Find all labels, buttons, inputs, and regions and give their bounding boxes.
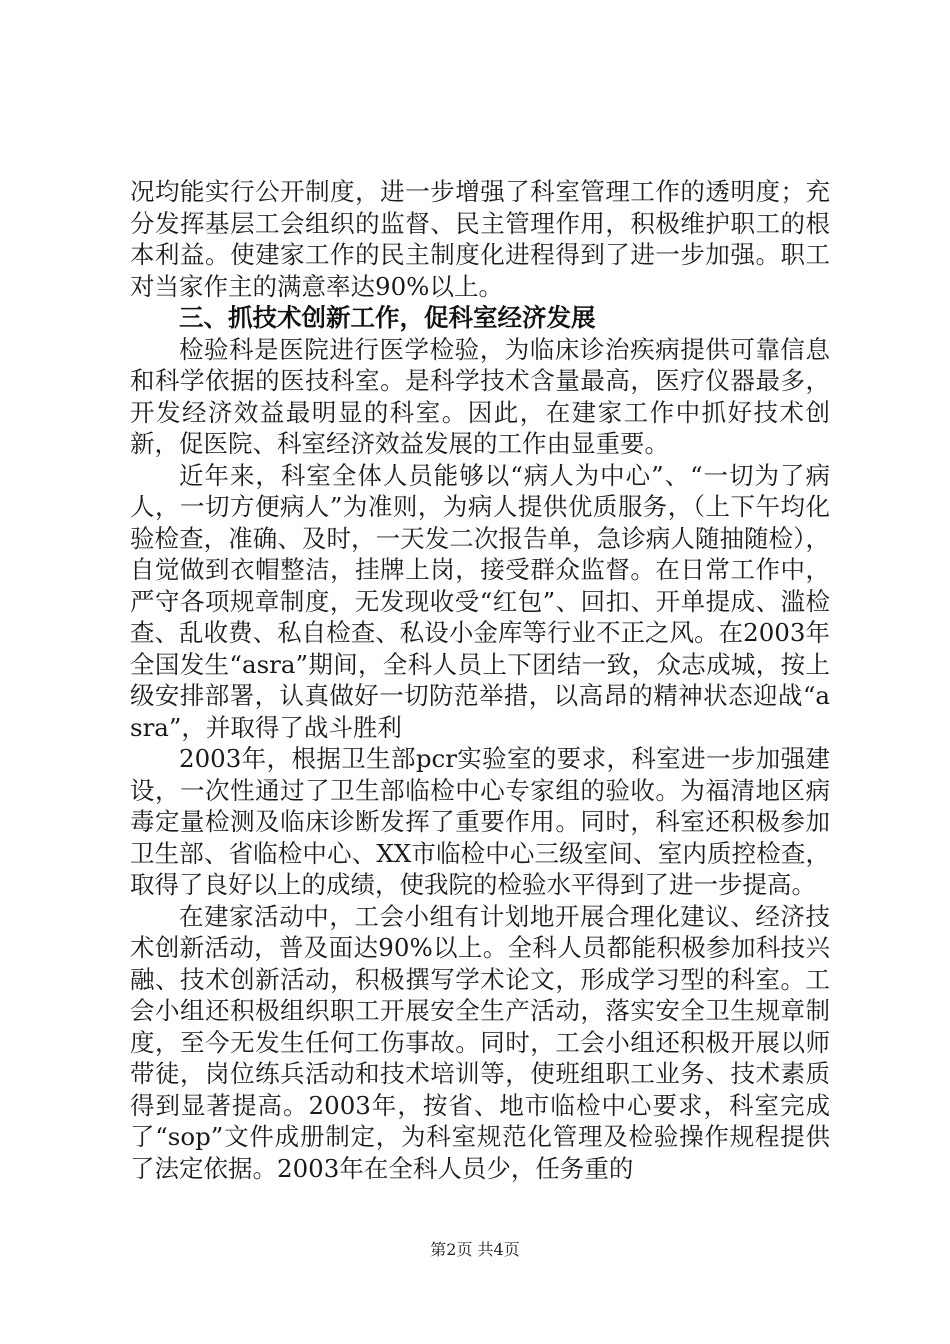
paragraph-5: 在建家活动中，工会小组有计划地开展合理化建议、经济技术创新活动，普及面达90%以上。全科人员都能积极参加科技兴融、技术创新活动，积极撰写学术论文，形成学习型的科室。工会小组还积极组织职工开展安全生产活动，落实安全卫生规章制度，至今无发生任何工伤事故。同时，工会小组还积极开展以师带徒，岗位练兵活动和技术培训等，使班组职工业务、技术素质得到显著提高。2003年，按省、地市临检中心要求，科室完成了“sop”文件成册制定，为科室规范化管理及检验操作规程提供了法定依据。2003年在全科人员少，任务重的 bbox=[130, 901, 830, 1183]
document-body bbox=[130, 176, 830, 1184]
section-heading: 三、抓技术创新工作，促科室经济发展 bbox=[179, 303, 596, 332]
paragraph-1: 况均能实行公开制度，进一步增强了科室管理工作的透明度；充分发挥基层工会组织的监督、民主管理作用，积极维护职工的根本利益。使建家工作的民主制度化进程得到了进一步加强。职工对当家作主的满意率达90%以上。 bbox=[130, 177, 830, 301]
paragraph-3: 近年来，科室全体人员能够以“病人为中心”、“一切为了病人，一切方便病人”为准则，为病人提供优质服务，（上下午均化验检查，准确、及时，一天发二次报告单，急诊病人随抽随检），自觉做到衣帽整洁，挂牌上岗，接受群众监督。在日常工作中，严守各项规章制度，无发现收受“红包”、回扣、开单提成、滥检查、乱收费、私自检查、私设小金库等行业不正之风。在2003年全国发生“asra”期间，全科人员上下团结一致，众志成城，按上级安排部署，认真做好一切防范举措，以高昂的精神状态迎战“asra”，并取得了战斗胜利 bbox=[130, 460, 830, 742]
paragraph-4: 2003年，根据卫生部pcr实验室的要求，科室进一步加强建设，一次性通过了卫生部临检中心专家组的验收。为福清地区病毒定量检测及临床诊断发挥了重要作用。同时，科室还积极参加卫生部、省临检中心、XX市临检中心三级室间、室内质控检查，取得了良好以上的成绩，使我院的检验水平得到了进一步提高。 bbox=[130, 744, 830, 899]
page-footer: 第2页 共4页 bbox=[430, 1240, 520, 1259]
paragraph-2: 检验科是医院进行医学检验，为临床诊治疾病提供可靠信息和科学依据的医技科室。是科学技术含量最高，医疗仪器最多，开发经济效益最明显的科室。因此，在建家工作中抓好技术创新，促医院、科室经济效益发展的工作由显重要。 bbox=[130, 334, 830, 458]
